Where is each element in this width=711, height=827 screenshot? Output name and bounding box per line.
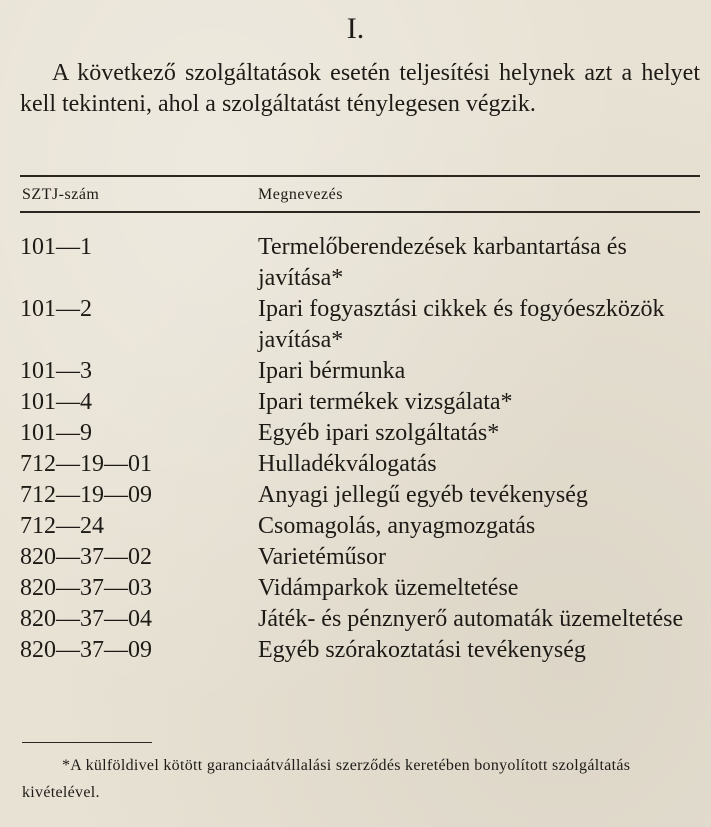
row-code: 101—9 xyxy=(20,420,92,446)
row-code: 820—37—09 xyxy=(20,637,152,663)
footnote-rule xyxy=(22,742,152,743)
row-name: Játék- és pénznyerő automaták üzemeltetése xyxy=(258,606,684,632)
row-code: 101—3 xyxy=(20,358,92,384)
row-name: Hulladékválogatás xyxy=(258,451,437,477)
row-code: 820—37—02 xyxy=(20,544,152,570)
section-number: I. xyxy=(346,12,365,45)
row-name: Egyéb ipari szolgáltatás* xyxy=(258,420,500,446)
row-name: Csomagolás, anyagmozgatás xyxy=(258,513,536,539)
row-name: Egyéb szórakoztatási tevékenység xyxy=(258,637,586,663)
table-body xyxy=(0,232,711,666)
footnote: *A külföldivel kötött garanciaátvállalási szerződés keretében bonyolított szolgáltatás kivételével. xyxy=(22,757,631,801)
table-row xyxy=(0,449,711,480)
table-row xyxy=(0,356,711,387)
table-top-rule xyxy=(20,175,700,177)
table-row xyxy=(0,511,711,542)
intro-paragraph: A következő szolgáltatások esetén teljesítési helynek azt a helyet kell tekinteni, ahol a szolgáltatást ténylegesen végzik. xyxy=(20,60,700,117)
row-code: 712—19—01 xyxy=(20,451,152,477)
row-code: 820—37—04 xyxy=(20,606,152,632)
table-row xyxy=(0,635,711,666)
row-code: 101—4 xyxy=(20,389,92,415)
row-name: Anyagi jellegű egyéb tevékenység xyxy=(258,482,588,508)
table-row xyxy=(0,480,711,511)
row-name: Ipari bérmunka xyxy=(258,358,406,384)
row-name: Ipari termékek vizsgálata* xyxy=(258,389,513,415)
table-row xyxy=(0,232,711,294)
row-code: 712—24 xyxy=(20,513,104,539)
row-name: Ipari fogyasztási cikkek és fogyóeszközök javítása* xyxy=(258,296,665,353)
row-code: 820—37—03 xyxy=(20,575,152,601)
table-row xyxy=(0,573,711,604)
row-code: 712—19—09 xyxy=(20,482,152,508)
table-row xyxy=(0,294,711,356)
column-header-name: Megnevezés xyxy=(258,186,343,203)
row-name: Varietéműsor xyxy=(258,544,386,570)
table-row xyxy=(0,418,711,449)
table-header-rule xyxy=(20,211,700,213)
row-code: 101—1 xyxy=(20,234,92,260)
column-header-code: SZTJ-szám xyxy=(22,186,100,203)
table-row xyxy=(0,387,711,418)
row-name: Termelőberendezések karbantartása és javítása* xyxy=(258,234,627,291)
table-row xyxy=(0,542,711,573)
table-row xyxy=(0,604,711,635)
row-name: Vidámparkok üzemeltetése xyxy=(258,575,519,601)
row-code: 101—2 xyxy=(20,296,92,322)
